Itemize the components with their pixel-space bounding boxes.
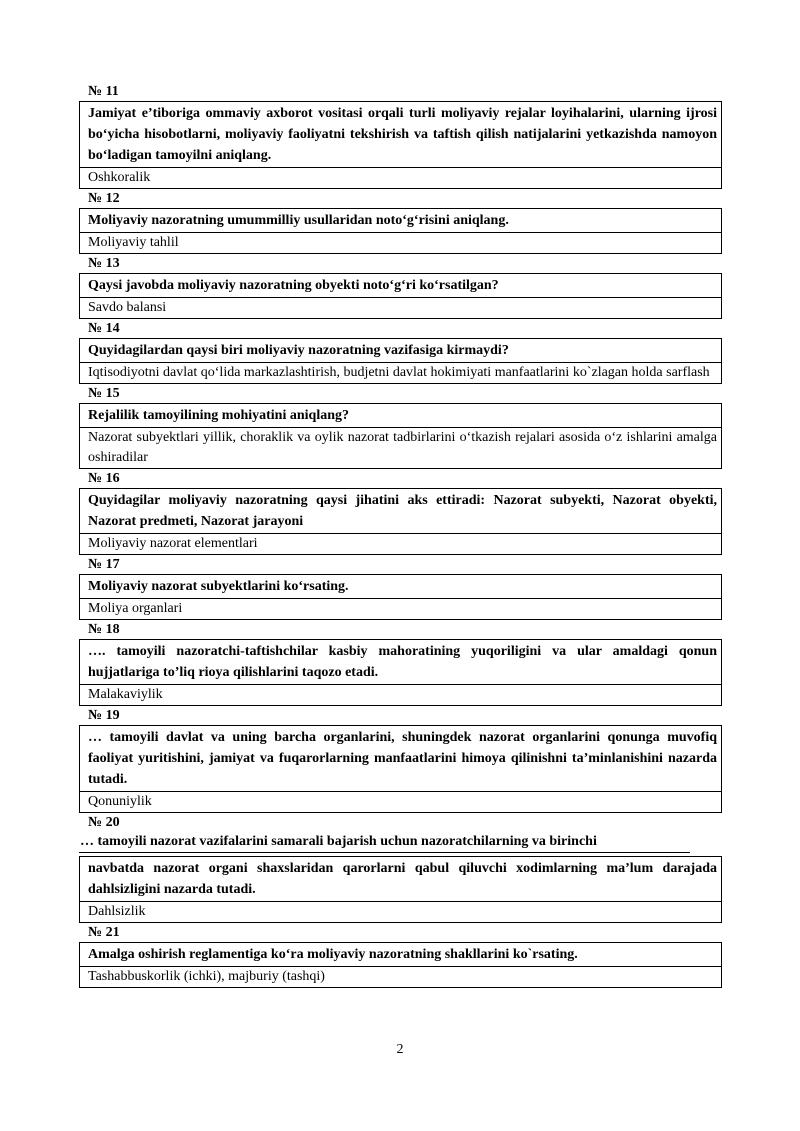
- question-text-first-line: … tamoyili nazorat vazifalarini samarali bajarish uchun nazoratchilarning va birinchi: [79, 832, 690, 853]
- question-table: [79, 208, 722, 254]
- question-block: [79, 319, 722, 384]
- question-text: Qaysi javobda moliyaviy nazoratning obyekti noto‘g‘ri ko‘rsatilgan?: [80, 274, 721, 298]
- question-number: № 12: [88, 191, 120, 206]
- question-table: [79, 403, 722, 469]
- question-block: [79, 254, 722, 319]
- question-number: № 21: [88, 925, 120, 940]
- question-text: Jamiyat e’tiboriga ommaviy axborot vositasi orqali turli moliyaviy rejalar loyihalarini, ularning ijrosi bo‘yicha hisobotlarni, moliyaviy faoliyatni tekshirish va taftish qilish natijalarini yetkazishda namoyon bo‘ladigan tamoyilni aniqlang.: [80, 102, 721, 168]
- answer-text: Moliya organlari: [88, 601, 183, 616]
- answer-text: Dahlsizlik: [88, 904, 146, 919]
- question-table: [79, 942, 722, 988]
- question-number: № 11: [88, 84, 119, 99]
- question-text: Amalga oshirish reglamentiga ko‘ra moliyaviy nazoratning shakllarini ko`rsating.: [80, 943, 721, 967]
- question-text: … tamoyili davlat va uning barcha organlarini, shuningdek nazorat organlarini qonunga muvofiq faoliyat yuritishini, jamiyat va fuqarorlarning manfaatlarini himoya qilinishni ta’minlanishini nazarda tutadi.: [80, 726, 721, 792]
- question-block: [79, 620, 722, 706]
- question-text: Moliyaviy nazoratning umummilliy usullaridan noto‘g‘risini aniqlang.: [80, 209, 721, 233]
- question-text: Rejalilik tamoyilining mohiyatini aniqlang?: [80, 404, 721, 428]
- question-table: [79, 488, 722, 555]
- question-table: [79, 574, 722, 620]
- answer-text: Qonuniylik: [88, 794, 152, 809]
- question-number: № 16: [88, 471, 120, 486]
- question-text: navbatda nazorat organi shaxslaridan qarorlarni qabul qiluvchi xodimlarning ma’lum darajada dahlsizligini nazarda tutadi.: [80, 857, 721, 902]
- question-number: № 20: [88, 815, 120, 830]
- question-text: Moliyaviy nazorat subyektlarini ko‘rsating.: [80, 575, 721, 599]
- answer-text: Malakaviylik: [88, 687, 163, 702]
- question-table: [79, 639, 722, 706]
- question-table: [79, 856, 722, 923]
- question-table: [79, 725, 722, 813]
- question-block: [79, 555, 722, 620]
- question-text: …. tamoyili nazoratchi-taftishchilar kasbiy mahoratining yuqoriligini va ular amaldagi qonun hujjatlariga to’liq rioya qilishlarini taqozo etadi.: [80, 640, 721, 685]
- question-number: № 18: [88, 622, 120, 637]
- answer-text: Moliyaviy tahlil: [88, 235, 179, 250]
- answer-text: Iqtisodiyotni davlat qo‘lida markazlashtirish, budjetni davlat hokimiyati manfaatlarini ko`zlagan holda sarflash: [88, 365, 710, 380]
- question-table: [79, 273, 722, 319]
- question-number: № 19: [88, 708, 120, 723]
- question-text: Quyidagilar moliyaviy nazoratning qaysi jihatini aks ettiradi: Nazorat subyekti, Nazorat obyekti, Nazorat predmeti, Nazorat jarayoni: [80, 489, 721, 534]
- question-text: Quyidagilardan qaysi biri moliyaviy nazoratning vazifasiga kirmaydi?: [80, 339, 721, 363]
- question-table: [79, 338, 722, 384]
- question-number: № 17: [88, 557, 120, 572]
- question-block: [79, 813, 722, 923]
- answer-text: Tashabbuskorlik (ichki), majburiy (tashqi): [88, 969, 325, 984]
- answer-text: Nazorat subyektlari yillik, choraklik va oylik nazorat tadbirlarini o‘tkazish rejalari asosida o‘z ishlarini amalga oshiradilar: [88, 430, 717, 465]
- question-list: [79, 82, 722, 988]
- question-block: [79, 923, 722, 988]
- page-number: 2: [396, 1042, 404, 1057]
- question-block: [79, 189, 722, 254]
- answer-text: Moliyaviy nazorat elementlari: [88, 536, 258, 551]
- question-number: № 13: [88, 256, 120, 271]
- question-block: [79, 469, 722, 555]
- question-table: [79, 101, 722, 189]
- question-number: № 15: [88, 386, 120, 401]
- question-block: [79, 384, 722, 469]
- answer-text: Savdo balansi: [88, 300, 167, 315]
- question-number: № 14: [88, 321, 120, 336]
- question-block: [79, 706, 722, 813]
- answer-text: Oshkoralik: [88, 170, 151, 185]
- question-block: [79, 82, 722, 189]
